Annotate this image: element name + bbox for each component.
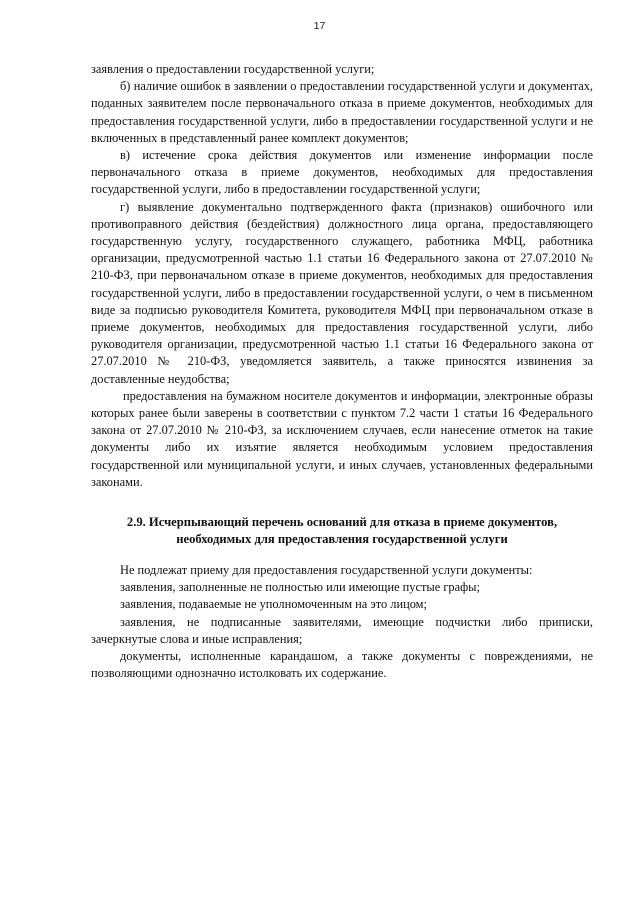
- list-item-incomplete: заявления, заполненные не полностью или имеющие пустые графы;: [120, 580, 480, 595]
- page-number: 17: [313, 20, 326, 32]
- paragraph-item-b: б) наличие ошибок в заявлении о предоставлении государственной услуги и документах, поданных заявителем после первоначального отказа в приеме документов, необходимых для предоставления государственной услуги, либо в предоставлении государственной услуги и не включенных в представленный ранее комплект документов;: [91, 79, 593, 145]
- list-item-unauthorized: заявления, подаваемые не уполномоченным на это лицом;: [120, 597, 427, 612]
- paragraph-item-v: в) истечение срока действия документов или изменение информации после первоначального отказа в приеме документов, необходимых для предоставления государственной услуги, либо в предоставлении государственной услуги;: [91, 148, 593, 197]
- list-item-unsigned: заявления, не подписанные заявителями, имеющие подчистки либо приписки, зачеркнутые слова и иные исправления;: [91, 614, 593, 646]
- paragraph-item-g: г) выявление документально подтвержденного факта (признаков) ошибочного или противоправного действия (бездействия) должностного лица органа, предоставляющего государственную услугу, государственного служащего, работника МФЦ, работника организации, предусмотренной частью 1.1 статьи 16 Федерального закона от 27.07.2010 № 210-ФЗ, при первоначальном отказе в приеме документов, необходимых для предоставления государственной услуги, либо в предоставлении государственной услуги, о чем в письменном виде за подписью руководителя Комитета, руководителя МФЦ при первоначальном отказе в приеме документов, необходимых для предоставления государственной услуги, либо руководителя организации, предусмотренной частью 1.1 статьи 16 Федерального закона от 27.07.2010 № 210-ФЗ, уведомляется заявитель, а также приносятся извинения за доставленные неудобства;: [91, 199, 593, 386]
- heading-spacer: [91, 548, 593, 562]
- paragraph-not-accepted-intro: Не подлежат приему для предоставления государственной услуги документы:: [120, 563, 533, 578]
- paragraph-paper-documents: предоставления на бумажном носителе документов и информации, электронные образы которых ранее были заверены в соответствии с пунктом 7.2 части 1 статьи 16 Федерального закона от 27.07.2010 № 210-ФЗ, за исключением случаев, если нанесение отметок на такие документы либо их изъятие является необходимым условием предоставления государственной или муниципальной услуги, и иных случаев, установленных федеральными законами.: [91, 388, 593, 489]
- document-body: [91, 61, 593, 683]
- section-heading: 2.9. Исчерпывающий перечень оснований для отказа в приеме документов, необходимых для предоставления государственной услуги: [126, 515, 558, 547]
- list-item-pencil: документы, исполненные карандашом, а также документы с повреждениями, не позволяющими однозначно истолковать их содержание.: [91, 649, 593, 681]
- paragraph-continuation: заявления о предоставлении государственной услуги;: [91, 62, 375, 76]
